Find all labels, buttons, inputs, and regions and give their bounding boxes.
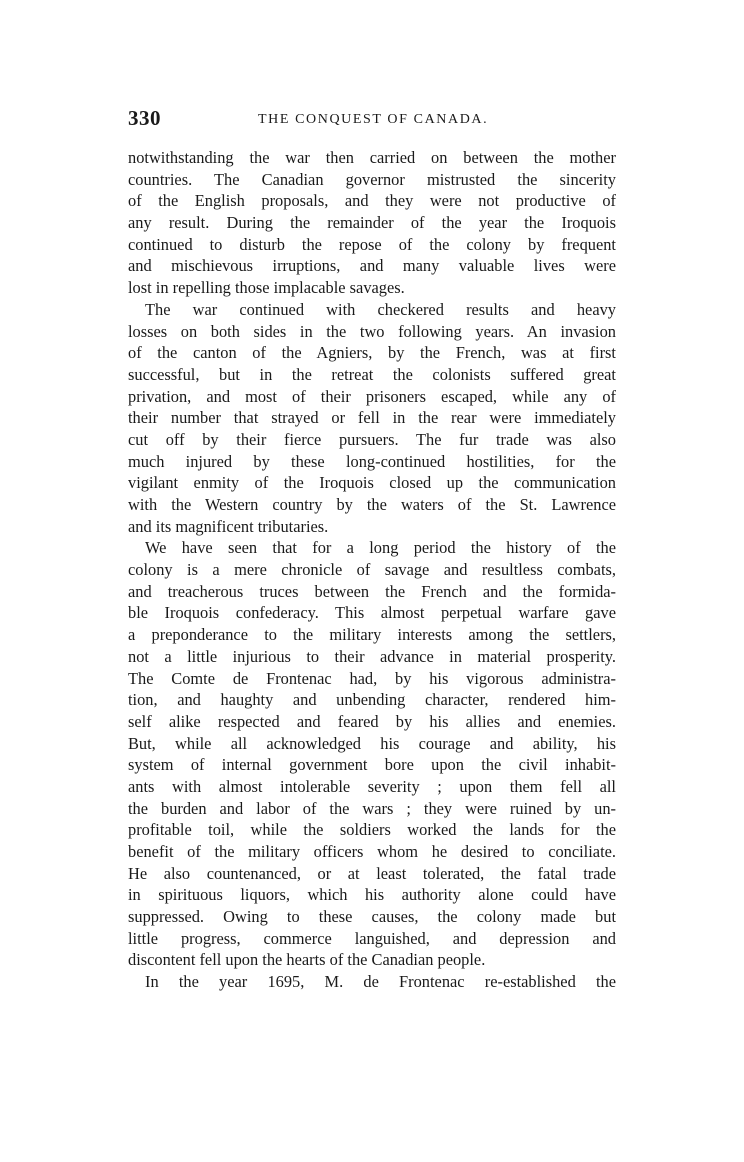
text-line: and its magnificent tributaries. xyxy=(128,516,329,536)
text-line: privation, and most of their prisoners escaped, while any of xyxy=(128,386,616,406)
text-line: discontent fell upon the hearts of the Canadian people. xyxy=(128,950,486,970)
text-line: suppressed. Owing to these causes, the colony made but xyxy=(128,907,616,927)
text-line: of the English proposals, and they were not productive of xyxy=(128,191,616,211)
text-line: of the canton of the Agniers, by the French, was at first xyxy=(128,343,616,363)
text-line: a preponderance to the military interests among the settlers, xyxy=(128,625,616,645)
text-line: The Comte de Frontenac had, by his vigorous administra- xyxy=(128,668,616,688)
text-line: with the Western country by the waters of the St. Lawrence xyxy=(128,495,616,514)
text-line: little progress, commerce languished, and depression and xyxy=(128,928,616,948)
text-line: much injured by these long-continued hostilities, for the xyxy=(128,451,616,471)
page-number: 330 xyxy=(128,106,161,130)
text-line: cut off by their fierce pursuers. The fur trade was also xyxy=(128,429,616,449)
text-line: profitable toil, while the soldiers worked the lands for the xyxy=(128,820,616,840)
text-line: system of internal government bore upon the civil inhabit- xyxy=(128,755,616,775)
text-line: not a little injurious to their advance in material prosperity. xyxy=(128,646,616,666)
running-head xyxy=(128,106,618,134)
body-text xyxy=(128,147,616,993)
text-line: and mischievous irruptions, and many valuable lives were xyxy=(128,256,616,276)
text-line: in spirituous liquors, which his authority alone could have xyxy=(128,885,616,905)
text-line: ants with almost intolerable severity ; upon them fell all xyxy=(128,776,616,796)
text-line: In the year 1695, M. de Frontenac re-established the xyxy=(145,972,616,992)
text-line: We have seen that for a long period the history of the xyxy=(145,538,616,558)
text-line: continued to disturb the repose of the colony by frequent xyxy=(128,234,616,254)
text-line: He also countenanced, or at least tolerated, the fatal trade xyxy=(128,863,616,883)
text-line: lost in repelling those implacable savages. xyxy=(128,278,405,298)
paragraph xyxy=(128,147,616,299)
text-line: any result. During the remainder of the year the Iroquois xyxy=(128,213,616,233)
text-line: vigilant enmity of the Iroquois closed up the communication xyxy=(128,473,616,493)
text-line: ble Iroquois confederacy. This almost perpetual warfare gave xyxy=(128,603,616,623)
text-line: colony is a mere chronicle of savage and resultless combats, xyxy=(128,560,616,580)
text-line: the burden and labor of the wars ; they were ruined by un- xyxy=(128,798,616,818)
text-line: successful, but in the retreat the colonists suffered great xyxy=(128,364,616,384)
text-line: benefit of the military officers whom he desired to conciliate. xyxy=(128,842,616,861)
text-line: and treacherous truces between the French and the formida- xyxy=(128,581,616,601)
text-line: countries. The Canadian governor mistrusted the sincerity xyxy=(128,169,616,189)
text-line: The war continued with checkered results and heavy xyxy=(145,299,616,319)
paragraph xyxy=(128,537,616,971)
running-title: THE CONQUEST OF CANADA. xyxy=(258,112,489,127)
text-line: tion, and haughty and unbending character, rendered him- xyxy=(128,690,616,710)
text-line: But, while all acknowledged his courage and ability, his xyxy=(128,733,616,753)
text-line: their number that strayed or fell in the rear were immediately xyxy=(128,408,616,428)
text-line: notwithstanding the war then carried on between the mother xyxy=(128,148,616,167)
paragraph xyxy=(128,971,616,993)
paragraph xyxy=(128,299,616,538)
text-line: self alike respected and feared by his allies and enemies. xyxy=(128,711,616,731)
text-line: losses on both sides in the two following years. An invasion xyxy=(128,321,616,341)
